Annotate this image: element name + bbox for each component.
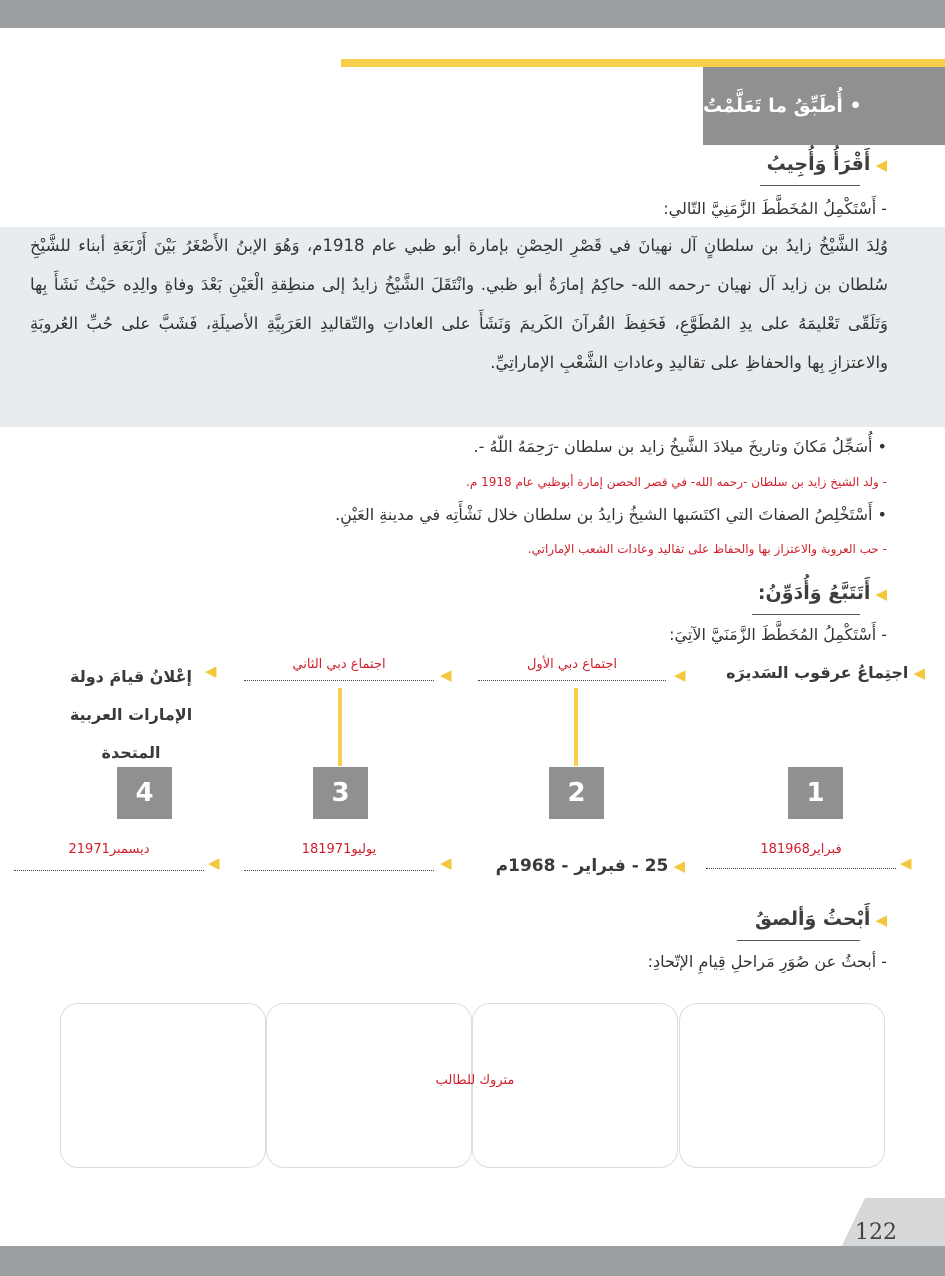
event-1-date: 18فبراير1968 <box>760 842 842 857</box>
track-record-title: أَتَتَبَّعُ وَأُدَوِّنُ: <box>757 582 871 604</box>
answer-1: - ولد الشيخ زايد بن سلطان -رحمه الله- في قصر الحصن إمارة أبوظبي عام 1918 م. <box>466 475 887 489</box>
top-bar <box>0 0 945 28</box>
heading-underline <box>737 940 860 941</box>
event-4-date: 2ديسمبر1971 <box>68 842 150 857</box>
timeline-event-1 <box>726 663 925 682</box>
question-2: • أَسْتَخْلِصُ الصفاتَ التي اكتَسَبها الشيخُ زايدُ بن سلطان خلال نَشْأَتِه في مدينةِ العَيْنِ. <box>335 505 887 524</box>
step-number-3: 3 <box>313 767 368 819</box>
answer-dotted-line <box>244 680 434 681</box>
event-4-label: إعْلانُ قيامَ دولة الإمارات العربية المتحدة <box>69 667 193 762</box>
track-record-heading <box>758 582 887 604</box>
research-heading <box>755 908 887 930</box>
read-answer-title: أَقْرَأُ وَأُجِيبُ <box>766 153 871 175</box>
read-answer-heading <box>767 153 887 175</box>
heading-underline <box>760 185 860 186</box>
section-header <box>703 67 945 145</box>
triangle-icon: ◀ <box>440 854 452 872</box>
section-header-title: • أُطَبِّقُ ما تَعَلَّمْتُ <box>703 95 862 117</box>
triangle-icon: ◀ <box>208 854 220 872</box>
research-title: أَبْحثُ وَألصقُ <box>754 908 871 930</box>
triangle-icon: ◀ <box>205 662 217 680</box>
answer-dotted-line <box>244 870 434 871</box>
step-number-4: 4 <box>117 767 172 819</box>
student-note: متروك للطالب <box>435 1073 515 1088</box>
event-1-label: اجتِماعُ عرقوب السَديرَه <box>726 663 909 682</box>
timeline-instruction-2: - أَسْتَكْمِلُ المُخَطَّطَ الزَّمَنَيَّ الآتِيَ: <box>669 625 887 644</box>
answer-dotted-line <box>14 870 204 871</box>
accent-line <box>341 59 945 67</box>
triangle-icon: ◀ <box>440 666 452 684</box>
timeline-event-2-date <box>496 856 685 876</box>
triangle-icon: ◀ <box>913 664 925 682</box>
event-2-label: اجتماع دبي الأول <box>526 657 618 672</box>
triangle-icon: ◀ <box>900 854 912 872</box>
image-card-4[interactable] <box>60 1003 266 1168</box>
image-card-1[interactable] <box>679 1003 885 1168</box>
timeline-connector <box>574 688 578 766</box>
answer-2: - حب العروبة والاعتزاز بها والحفاظ على تقاليد وعادات الشعب الإماراتي. <box>527 542 887 556</box>
page-number: 122 <box>855 1220 897 1245</box>
triangle-icon: ◀ <box>674 666 686 684</box>
triangle-icon: ◀ <box>875 585 887 603</box>
timeline-instruction-1: - أَسْتَكْمِلُ المُخَطَّطَ الزَّمَنِيَّ التّالي: <box>663 199 887 218</box>
event-3-date: 18يوليو1971 <box>301 842 377 857</box>
timeline-connector <box>338 688 342 766</box>
bottom-bar <box>0 1246 945 1276</box>
event-2-date: 25 - فبراير - 1968م <box>495 856 669 876</box>
heading-underline <box>752 614 860 615</box>
triangle-icon: ◀ <box>673 857 685 875</box>
research-instruction: - أبحثُ عن صُوَرِ مَراحلِ قِيامِ الإتّحادِ: <box>647 952 887 971</box>
answer-dotted-line <box>478 680 666 681</box>
event-3-label: اجتماع دبي الثاني <box>292 657 386 672</box>
step-number-2: 2 <box>549 767 604 819</box>
triangle-icon: ◀ <box>875 911 887 929</box>
biography-paragraph: وُلِدَ الشَّيْخُ زايدُ بن سلطانٍ آل نهيانَ في قَصْرِ الحِصْنِ بإمارة أبو ظبي عام 1918م، وَهُوَ الإبنُ الأَصْغَرُ بَيْنَ أَرْبَعَةِ أبناء للشَّيْخِ سُلطان بن زايد آل نهيان -رحمه الله- حاكِمُ إمارَةُ أبو ظبي. وانْتَقَلَ الشَّيْخُ زايدُ إلى منطِقةِ الْعَيْنِ بَعْدَ وفاةِ والِدِه حَيْثُ نَشَأَ بِها وَتَلَقّى تَعْليمَهُ على يدِ المُطَوَّعِ، فَحَفِظَ القُرآنَ الكَريمَ وَنَشَأَ على العاداتِ والتّقاليدِ العَرَبِيَّةِ الأصيلَةِ، فَشَبَّ على حُبِّ العُروبَةِ والاعتزازِ بِها والحفاظِ على تقاليدِ وعاداتِ الشَّعْبِ الإماراتِيِّ. <box>30 236 889 372</box>
step-number-1: 1 <box>788 767 843 819</box>
question-1: • أُسَجِّلُ مَكانَ وتاريخَ ميلادَ الشَّيخُ زايد بن سلطان -رَحِمَهُ اللّهُ -. <box>473 437 887 456</box>
answer-dotted-line <box>706 868 896 869</box>
triangle-icon: ◀ <box>875 156 887 174</box>
